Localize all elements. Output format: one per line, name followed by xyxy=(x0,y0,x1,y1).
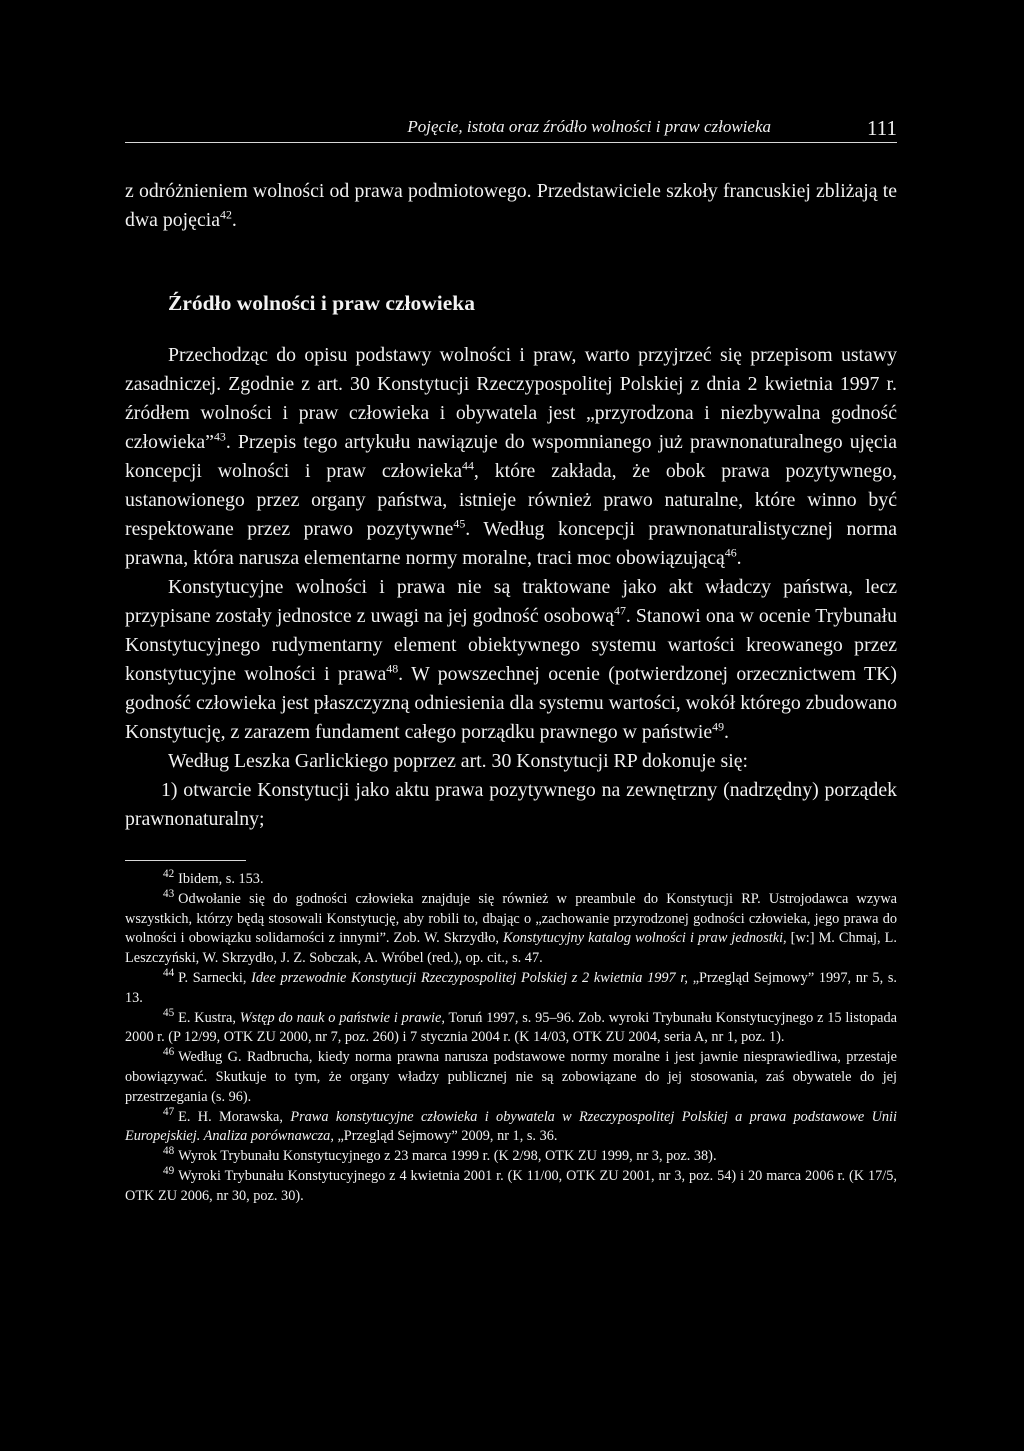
paragraph-constitutional-freedoms: Konstytucyjne wolności i prawa nie są traktowane jako akt władczy państwa, lecz przypisane zostały jednostce z uwagi na jej godność osobową$^{47}$. Stanowi ona w ocenie Trybunału Konstytucyjnego rudymentarny element obiektywnego systemu wartości kreowanego przez konstytucyjne wolności i prawa$^{48}$. W powszechnej ocenie (potwierdzonej orzecznictwem TK) godność człowieka jest płaszczyzną odniesienia dla systemu wartości, wokół którego zbudowano Konstytucję, z zarazem fundament całego porządku prawnego w państwie$^{49}$. xyxy=(125,576,898,743)
footnote-44: $^{44}$ P. Sarnecki, Idee przewodnie Konstytucji Rzeczypospolitej Polskiej z 2 kwietnia 1997 r, „Przegląd Sejmowy” 1997, nr 5, s. 13. xyxy=(125,967,898,1006)
footnote-45: $^{45}$ E. Kustra, Wstęp do nauk o państwie i prawie, Toruń 1997, s. 95–96. Zob. wyroki Trybunału Konstytucyjnego z 15 listopada 2000 r. (P 12/99, OTK ZU 2000, nr 7, poz. 260) i 7 stycznia 2004 r. (K 14/03, OTK ZU 2004, seria A, nr 1, poz. 1). xyxy=(125,1006,898,1046)
body-text xyxy=(125,177,897,834)
paragraph-source-of-freedom: Przechodząc do opisu podstawy wolności i praw, warto przyjrzeć się przepisom ustawy zasadniczej. Zgodnie z art. 30 Konstytucji Rzeczypospolitej Polskiej z dnia 2 kwietnia 1997 r. źródłem wolności i praw człowieka i obywatela jest „przyrodzona i niezbywalna godność człowieka”$^{43}$. Przepis tego artykułu nawiązuje do wspomnianego już prawnonaturalnego ujęcia koncepcji wolności i praw człowieka$^{44}$, które zakłada, że obok prawa pozytywnego, ustanowionego przez organy państwa, istnieje również prawo naturalne, które winno być respektowane przez prawo pozytywne$^{45}$. Według koncepcji prawnonaturalistycznej norma prawna, która narusza elementarne normy moralne, traci moc obowiązującą$^{46}$. xyxy=(125,344,897,569)
footnote-ref: 46 xyxy=(724,545,737,560)
page-number: 111 xyxy=(867,116,897,140)
footnote-ref: 49 xyxy=(712,719,725,734)
footnote-49: $^{49}$ Wyroki Trybunału Konstytucyjnego z 4 kwietnia 2001 r. (K 11/00, OTK ZU 2001, nr 3, poz. 54) i 20 marca 2006 r. (K 17/5, OTK ZU 2006, nr 30, poz. 30). xyxy=(125,1165,897,1204)
footnote-46: $^{46}$ Według G. Radbrucha, kiedy norma prawna narusza podstawowe normy moralne i jest jawnie niesprawiedliwa, przestaje obowiązywać. Skutkuje to tym, że organy władzy publicznej nie są zobowiązane do jej stosowania, zaś obywatele do jej przestrzegania (s. 96). xyxy=(125,1046,897,1105)
list-item: 1) otwarcie Konstytucji jako aktu prawa pozytywnego na zewnętrzny (nadrzędny) porządek prawnonaturalny; xyxy=(125,779,897,830)
footnote-separator xyxy=(125,860,246,861)
footnote-47: $^{47}$ E. H. Morawska, Prawa konstytucyjne człowieka i obywatela w Rzeczypospolitej Polskiej a prawa podstawowe Unii Europejskiej. Analiza porównawcza, „Przegląd Sejmowy” 2009, nr 1, s. 36. xyxy=(125,1105,897,1145)
footnote-42: $^{42}$ Ibidem, s. 153. xyxy=(163,868,264,887)
running-title: Pojęcie, istota oraz źródło wolności i praw człowieka xyxy=(407,117,771,136)
paragraph-continuation: z odróżnieniem wolności od prawa podmiotowego. Przedstawiciele szkoły francuskiej zbliżają te dwa pojęcia$^{42}$. xyxy=(125,180,897,231)
document-page xyxy=(125,108,897,1207)
footnote-43: $^{43}$ Odwołanie się do godności człowieka znajduje się również w preambule do Konstytucji RP. Ustrojodawca wzywa wszystkich, którzy będą stosowali Konstytucję, aby robili to, dbając o „zachowanie przyrodzonej godności człowieka, jego prawa do wolności i obowiązku solidarności z innymi”. Zob. W. Skrzydło, Konstytucyjny katalog wolności i praw jednostki, [w:] M. Chmaj, L. Leszczyński, W. Skrzydło, J. Z. Sobczak, A. Wróbel (red.), op. cit., s. 47. xyxy=(125,888,897,967)
footnote-ref: 42 xyxy=(220,207,232,222)
footnote-ref: 45 xyxy=(453,516,466,531)
footnote-ref: 43 xyxy=(213,429,226,444)
footnote-ref: 47 xyxy=(614,603,626,618)
running-header xyxy=(125,108,897,143)
section-heading: Źródło wolności i praw człowieka xyxy=(168,291,475,315)
footnote-ref: 48 xyxy=(386,661,399,676)
footnote-48: $^{48}$ Wyrok Trybunału Konstytucyjnego z 23 marca 1999 r. (K 2/98, OTK ZU 1999, nr 3, poz. 38). xyxy=(163,1145,717,1165)
footnotes xyxy=(125,870,897,1207)
paragraph-garlicki: Według Leszka Garlickiego poprzez art. 30 Konstytucji RP dokonuje się: xyxy=(168,750,748,772)
footnote-ref: 44 xyxy=(462,458,474,473)
